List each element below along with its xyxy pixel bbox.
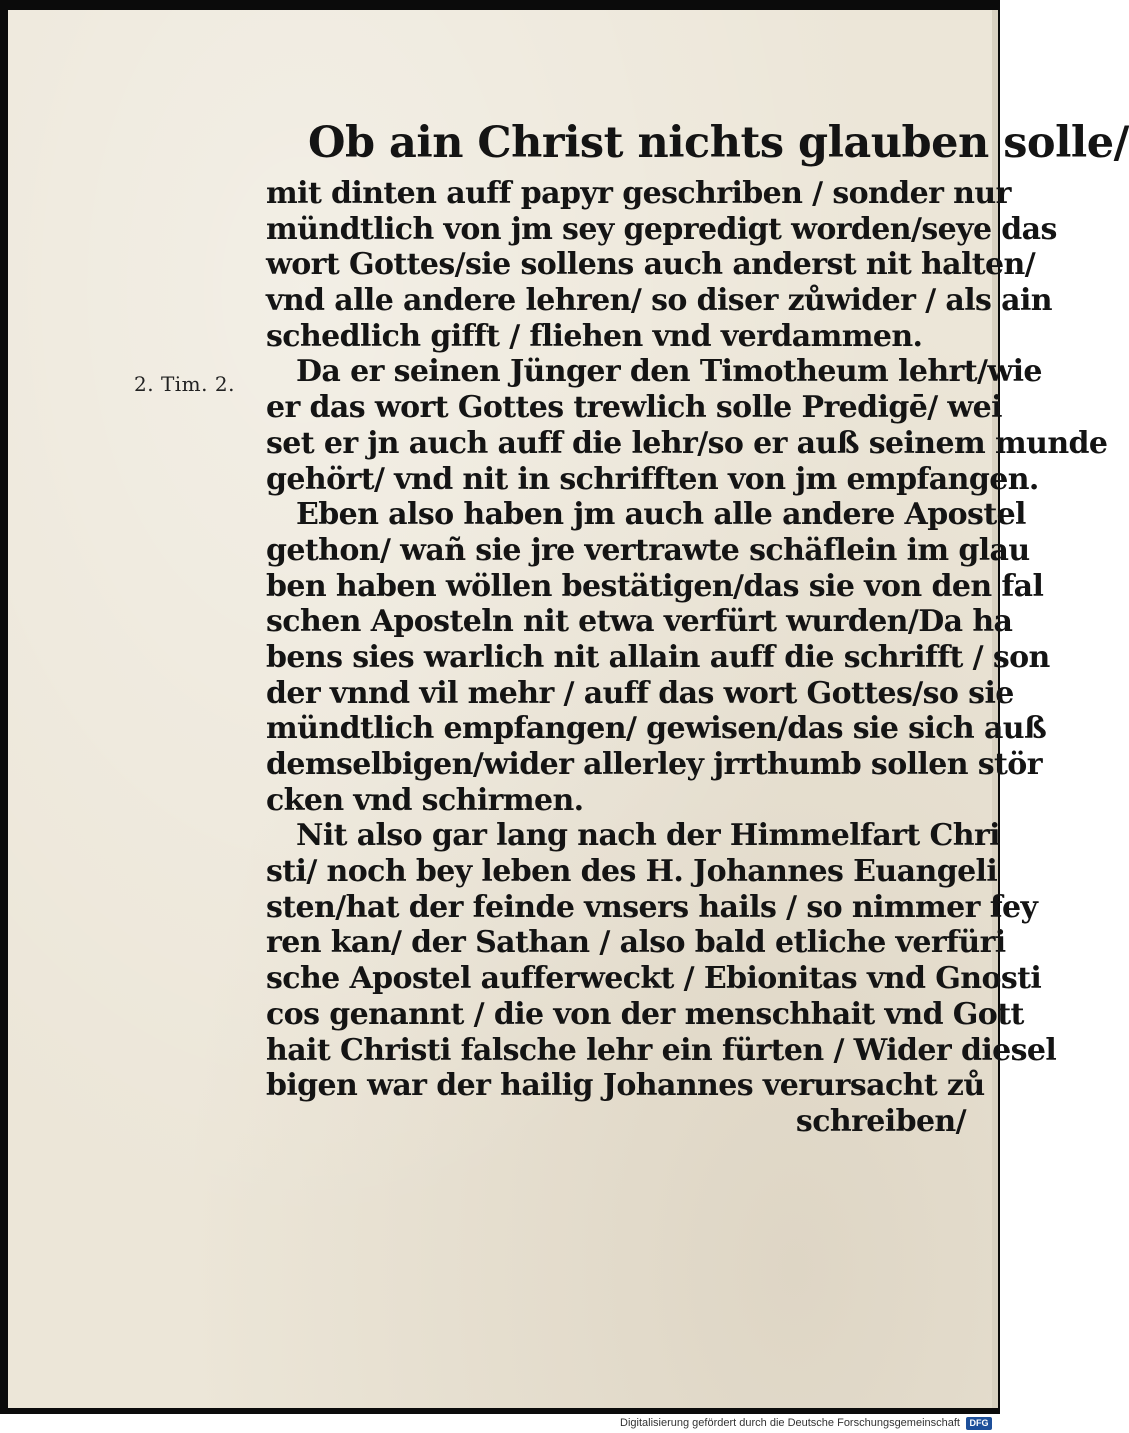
text-line: gethon/ wañ sie jre vertrawte schäflein im glau — [266, 532, 1030, 568]
text-line: vnd alle andere lehren/ so diser zůwider / als ain — [266, 283, 1053, 319]
text-line: ren kan/ der Sathan / also bald etliche verfüri — [266, 925, 1006, 961]
text-line: cken vnd schirmen. — [266, 782, 584, 818]
book-page — [8, 10, 1129, 1408]
text-line: ben haben wöllen bestätigen/das sie von den fal — [266, 568, 1044, 604]
text-line: mündtlich von jm sey gepredigt worden/seye das — [266, 211, 1057, 247]
text-line: mit dinten auff papyr geschriben / sonder nur — [266, 176, 1011, 211]
text-line: schedlich gifft / fliehen vnd verdammen. — [266, 318, 923, 354]
margin-note: 2. Tim. 2. — [134, 372, 235, 396]
text-line: cos genannt / die von der menschhait vnd Gott — [266, 996, 1024, 1032]
text-line: wort Gottes/sie sollens auch anderst nit halten/ — [266, 247, 1036, 283]
text-line: sti/ noch bey leben des H. Johannes Euangeli — [266, 854, 998, 890]
page-headline: Ob ain Christ nichts glauben solle/ — [308, 118, 1129, 168]
text-line: bens sies warlich nit allain auff die schrifft / son — [266, 639, 1050, 675]
text-line: mündtlich empfangen/ gewisen/das sie sich auß — [266, 711, 1047, 747]
text-line: bigen war der hailig Johannes verursacht zů — [266, 1068, 985, 1104]
text-line: gehört/ vnd nit in schrifften von jm empfangen. — [266, 461, 1039, 497]
text-line: Nit also gar lang nach der Himmelfart Chri — [296, 818, 1000, 854]
text-line: sten/hat der feinde vnsers hails / so nimmer fey — [266, 889, 1038, 925]
page-text-block — [266, 110, 1129, 1140]
text-line: sche Apostel aufferweckt / Ebionitas vnd Gnosti — [266, 961, 1042, 997]
text-line: demselbigen/wider allerley jrrthumb sollen stör — [266, 747, 1042, 782]
text-line: Eben also haben jm auch alle andere Apostel — [296, 497, 1026, 533]
text-line: hait Christi falsche lehr ein fürten / Wider diesel — [266, 1032, 1057, 1068]
text-line: Da er seinen Jünger den Timotheum lehrt/wie — [296, 354, 1042, 390]
text-line: der vnnd vil mehr / auff das wort Gottes/so sie — [266, 675, 1014, 711]
text-line: set er jn auch auff die lehr/so er auß seinem munde — [266, 425, 1108, 461]
footer-credit: Digitalisierung gefördert durch die Deutsche Forschungsgemeinschaft — [620, 1417, 960, 1429]
text-line: er das wort Gottes trewlich solle Predigē/ wei — [266, 390, 1002, 426]
catchword: schreiben/ — [795, 1103, 966, 1139]
text-line: schen Aposteln nit etwa verfürt wurden/Da ha — [266, 604, 1013, 640]
dfg-logo: DFG — [966, 1417, 992, 1430]
footer-bar — [0, 1414, 1000, 1433]
